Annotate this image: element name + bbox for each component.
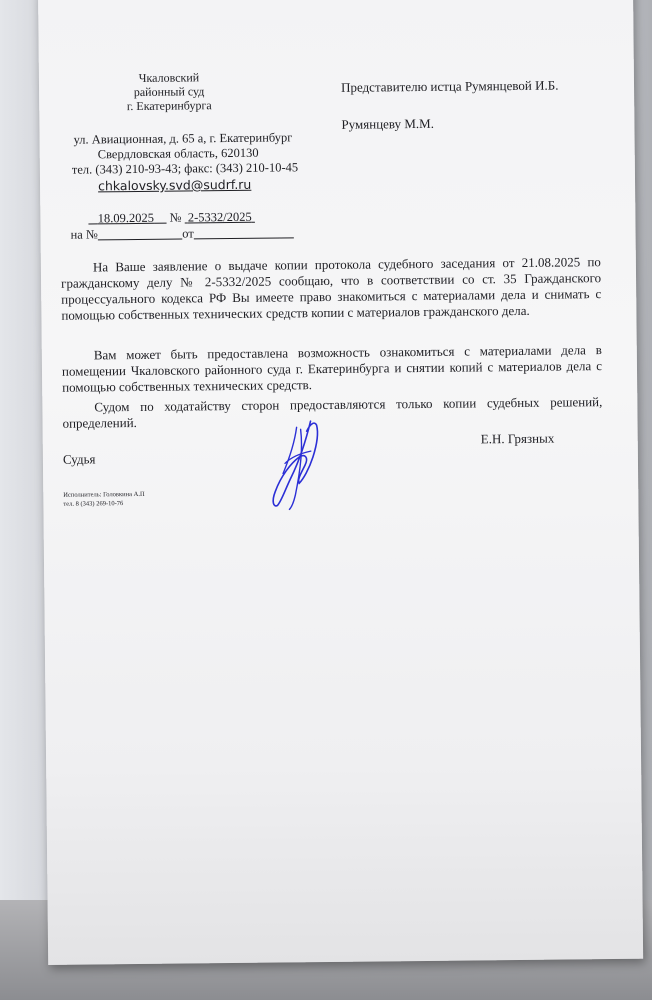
court-address-line1: ул. Авиационная, д. 65 а, г. Екатеринбург <box>73 130 293 147</box>
recipient-line2: Румянцеву М.М. <box>341 115 435 132</box>
body-paragraph-3: Судом по ходатайству сторон предоставляются только копии судебных решений, определений. <box>62 394 603 431</box>
reference-number-label: № <box>169 210 182 225</box>
executor-line2: тел. 8 (343) 269-10-76 <box>63 500 124 508</box>
executor-line1: Исполнитель: Головкина А.П <box>63 490 145 499</box>
body-paragraph-1: На Ваше заявление о выдаче копии протокола судебного заседания от 21.08.2025 по гражданскому делу № 2-5332/2025 сообщаю, что в соответствии со ст. 35 Гражданского процессуального кодекса РФ Вы имеете право знакомиться с материалами дела и снимать с помощью собственных технических средств копии с материалов гражданского дела. <box>60 254 602 323</box>
letter-page <box>38 0 643 965</box>
court-name-line2: районный суд <box>133 84 205 100</box>
court-email: chkalovsky.svd@sudrf.ru <box>97 176 252 194</box>
signature-title: Судья <box>62 451 96 467</box>
reference-case-number: 2-5332/2025 <box>187 209 252 225</box>
handwritten-signature <box>260 417 331 513</box>
signature-name: Е.Н. Грязных <box>480 430 555 447</box>
incoming-label: на № <box>70 227 98 242</box>
body-paragraph-2: Вам может быть предоставлена возможность ознакомиться с материалами дела в помещении Чкаловского районного суда г. Екатеринбурга и снятии копий с материалов дела с помощью собственных технических средств. <box>61 342 603 395</box>
from-label: от <box>182 226 194 241</box>
incoming-number-blank <box>98 227 183 242</box>
reference-line <box>88 210 255 227</box>
court-address-line2: Свердловская область, 620130 <box>97 145 259 162</box>
court-name-line3: г. Екатеринбурга <box>126 98 212 114</box>
court-name-line1: Чкаловский <box>138 70 200 85</box>
court-phone-line: тел. (343) 210-93-43; факс: (343) 210-10-45 <box>71 160 299 177</box>
from-date-blank <box>194 225 294 240</box>
reference-date: 18.09.2025 <box>97 210 155 226</box>
incoming-reference-line <box>70 225 293 242</box>
recipient-line1: Представителю истца Румянцевой И.Б. <box>340 77 559 95</box>
